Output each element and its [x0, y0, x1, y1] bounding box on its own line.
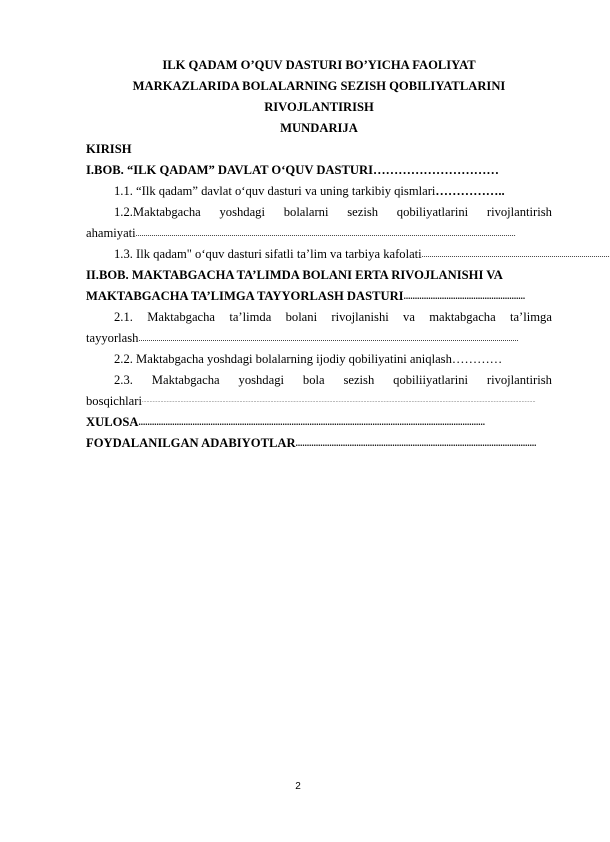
toc-word: rivojlanishi: [331, 310, 389, 324]
toc-item-1-3-title: 1.3. Ilk qadam" o‘quv dasturi sifatli ta’lim va tarbiya kafolati: [114, 247, 422, 261]
toc-word: va: [403, 310, 415, 324]
toc-item-2-3: [86, 370, 552, 391]
dot-leader: ......................................................: [403, 291, 526, 301]
toc-word: bolani: [285, 310, 318, 324]
toc-word: yoshdagi: [219, 205, 265, 219]
toc-item-2-3-cont-text: bosqichlari: [86, 394, 142, 408]
toc-bob-2-line-1: II.BOB. MAKTABGACHA TA’LIMDA BOLANI ERTA RIVOJLANISHI VA: [86, 268, 503, 282]
toc-bob-1-title: I.BOB. “ILK QADAM” DAVLAT O‘QUV DASTURI: [86, 163, 374, 177]
toc-item-2-1-continuation: [86, 328, 552, 349]
toc-item-1-2-cont-text: ahamiyati: [86, 226, 136, 240]
toc-item-2-2: [86, 349, 552, 370]
toc-bob-2-line-2: [86, 286, 552, 307]
toc-word: qobiliyatlarini: [396, 205, 469, 219]
toc-word: sezish: [343, 373, 375, 387]
title-line-3: RIVOJLANTIRISH: [264, 100, 374, 114]
toc-word: bolalarni: [283, 205, 329, 219]
toc-word: yoshdagi: [238, 373, 284, 387]
dot-leader: ..............................................................................................................................................................................................: [138, 334, 519, 343]
toc-item-1-1-dots: ……………..: [435, 184, 505, 198]
toc-word: rivojlantirish: [486, 205, 552, 219]
toc-item-1-3: [86, 244, 610, 265]
toc-item-2-1: [86, 307, 552, 328]
toc-word: rivojlantirish: [486, 373, 552, 387]
contents-heading: MUNDARIJA: [280, 121, 358, 135]
toc-item-1-2-continuation: [86, 223, 552, 244]
toc-xulosa: [86, 412, 552, 433]
toc-item-2-3-continuation: [86, 391, 552, 412]
toc-bob-2-title: MAKTABGACHA TA’LIMGA TAYYORLASH DASTURI: [86, 289, 404, 303]
toc-item-1-1: [86, 181, 552, 202]
toc-bob-1: [86, 160, 552, 181]
page-number: 2: [295, 781, 301, 792]
toc-word: Maktabgacha: [151, 373, 220, 387]
toc-word: qobiliiyatlarini: [393, 373, 468, 387]
toc-word: sezish: [347, 205, 379, 219]
toc-item-1-2: [86, 202, 552, 223]
toc-word: 2.3.: [114, 373, 133, 387]
dot-leader: ...........................................................................................................: [295, 438, 537, 448]
toc-word: ta’limga: [509, 310, 552, 324]
dot-leader: ..............................................................................................................................................................................................: [135, 229, 516, 238]
toc-word: Maktabgacha: [147, 310, 216, 324]
toc-foydalanilgan-title: FOYDALANILGAN ADABIYOTLAR: [86, 436, 296, 450]
title-line-1: ILK QADAM O’QUV DASTURI BO’YICHA FAOLIYAT: [162, 58, 476, 72]
dot-leader: ..........................................................................................................................................................: [138, 417, 485, 427]
toc-item-1-1-title: 1.1. “Ilk qadam” davlat o‘quv dasturi va uning tarkibiy qismlari: [114, 184, 436, 198]
dot-leader: ..............................................................................................................................................................................................................................................................: [141, 399, 536, 404]
title-line-2: MARKAZLARIDA BOLALARNING SEZISH QOBILIYATLARINI: [132, 79, 506, 93]
toc-item-2-2-dots: …………: [451, 352, 503, 366]
toc-xulosa-title: XULOSA: [86, 415, 139, 429]
toc-foydalanilgan: [86, 433, 552, 454]
toc-kirish: KIRISH: [86, 142, 132, 156]
toc-word: bola: [302, 373, 325, 387]
toc-word: 1.2.Maktabgacha: [114, 205, 201, 219]
toc-bob-1-dots: …………………………: [373, 163, 499, 177]
toc-word: 2.1.: [114, 310, 133, 324]
document-page: [86, 55, 610, 454]
dot-leader: ..............................................................................................: [421, 250, 610, 259]
toc-word: maktabgacha: [429, 310, 496, 324]
toc-item-2-1-cont-text: tayyorlash: [86, 331, 139, 345]
toc-item-2-2-title: 2.2. Maktabgacha yoshdagi bolalarning ijodiy qobiliyatini aniqlash: [114, 352, 452, 366]
toc-word: ta’limda: [229, 310, 272, 324]
